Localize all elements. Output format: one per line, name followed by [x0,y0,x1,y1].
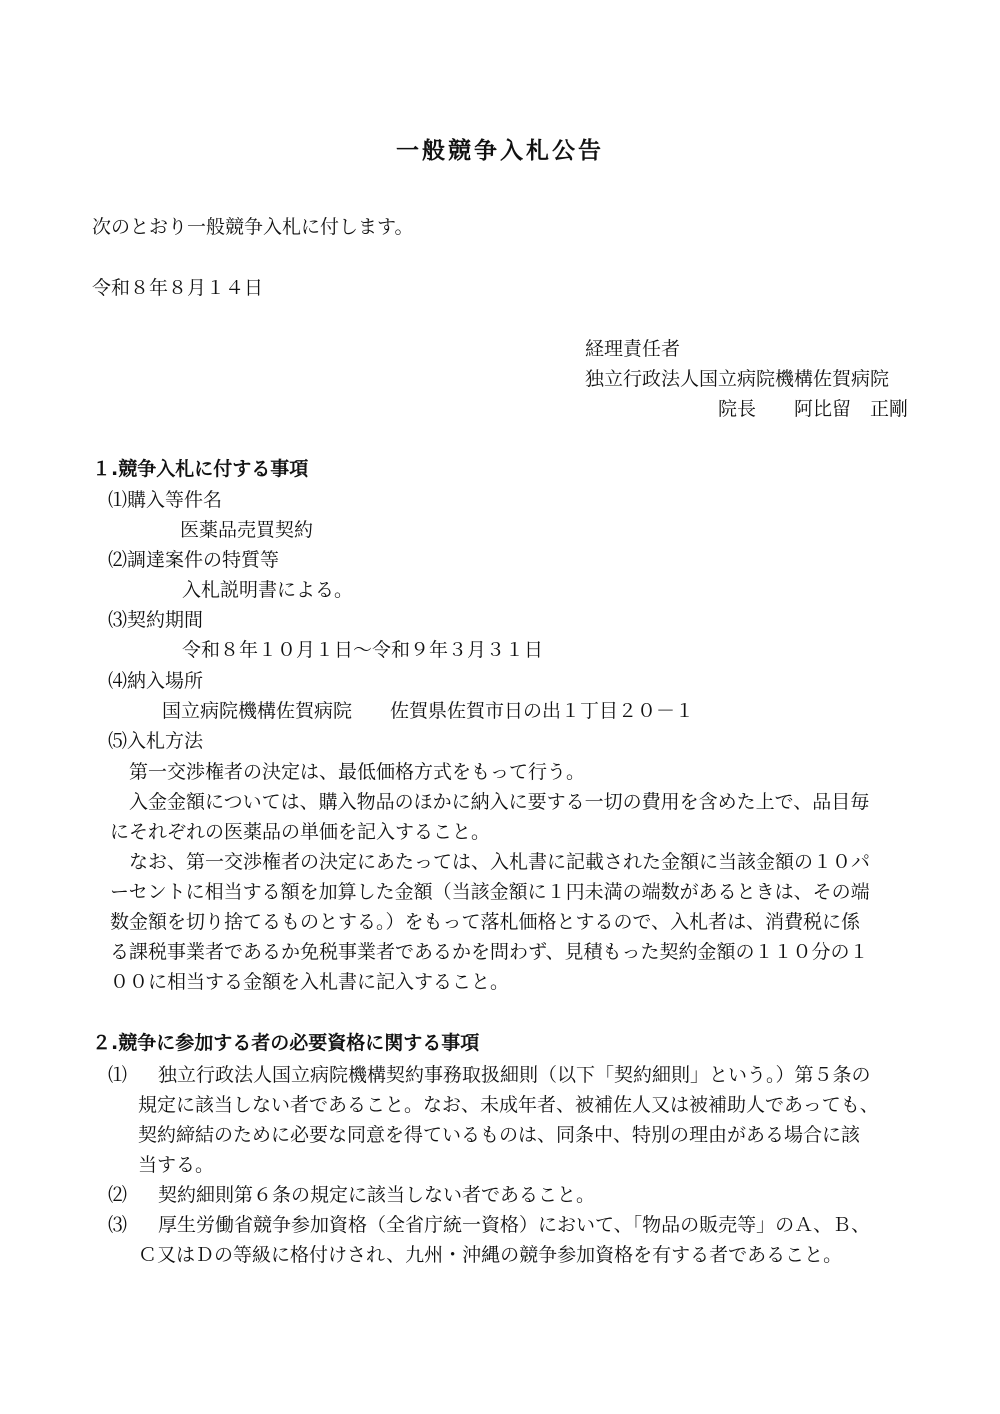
issuer-organization: 独立行政法人国立病院機構佐賀病院 [585,368,890,390]
section1-item-label: ⑵調達案件の特質等 [108,549,280,571]
issuer-name: 院長 阿比留 正剛 [717,398,908,420]
item-line: 独立行政法人国立病院機構契約事務取扱細則（以下「契約細則」という。）第５条の [158,1064,871,1086]
item-line: 規定に該当しない者であること。なお、未成年者、被補佐人又は被補助人であっても、 [138,1094,879,1116]
section1-item-label: ⑷納入場所 [108,670,204,692]
notice-date: 令和８年８月１４日 [92,277,264,299]
section1-item-value: 医薬品売買契約 [180,519,314,541]
section1-item-label: ⑸入札方法 [108,730,204,752]
method-line: 入金金額については、購入物品のほかに納入に要する一切の費用を含めた上で、品目毎 [110,791,870,813]
method-paragraph [110,847,910,997]
notice-title: 一般競争入札公告 [396,138,604,164]
method-line: にそれぞれの医薬品の単価を記入すること。 [110,821,491,843]
section2-item-number: ⑵ [108,1184,128,1206]
section1-item-value: 国立病院機構佐賀病院 佐賀県佐賀市日の出１丁目２０－１ [162,700,695,722]
section2-item [138,1210,910,1270]
item-line: 契約締結のために必要な同意を得ているものは、同条中、特別の理由がある場合に該 [138,1124,861,1146]
section1-item-value: 入札説明書による。 [182,579,354,601]
section2-item-number: ⑶ [108,1214,128,1236]
section1-item-label: ⑴購入等件名 [108,489,223,511]
method-paragraph [110,757,910,787]
item-line: 当する。 [138,1154,215,1176]
item-line: 契約細則第６条の規定に該当しない者であること。 [158,1184,596,1206]
method-line: 第一交渉権者の決定は、最低価格方式をもって行う。 [110,761,586,783]
method-line: ーセントに相当する額を加算した金額（当該金額に１円未満の端数があるときは、その端 [110,881,870,903]
intro-text: 次のとおり一般競争入札に付します。 [92,216,414,238]
section2-heading: ２.競争に参加する者の必要資格に関する事項 [92,1032,480,1054]
method-line: ００に相当する金額を入札書に記入すること。 [110,971,510,993]
section2-item-number: ⑴ [108,1064,128,1086]
issuer-role: 経理責任者 [585,338,681,360]
method-line: 数金額を切り捨てるものとする。）をもって落札価格とするので、入札者は、消費税に係 [110,911,861,933]
section1-item-label: ⑶契約期間 [108,609,204,631]
method-line: なお、第一交渉権者の決定にあたっては、入札書に記載された金額に当該金額の１０パ [110,851,871,873]
section2-item [158,1180,910,1210]
section2-item [138,1060,910,1180]
item-line: 厚生労働省競争参加資格（全省庁統一資格）において、「物品の販売等」のＡ、Ｂ、 [158,1214,871,1236]
section1-item-value: 令和８年１０月１日～令和９年３月３１日 [182,639,544,661]
method-paragraph [110,787,910,847]
method-line: る課税事業者であるか免税事業者であるかを問わず、見積もった契約金額の１１０分の１ [110,941,869,963]
item-line: Ｃ又はＤの等級に格付けされ、九州・沖縄の競争参加資格を有する者であること。 [138,1244,843,1266]
section1-heading: １.競争入札に付する事項 [92,458,309,480]
